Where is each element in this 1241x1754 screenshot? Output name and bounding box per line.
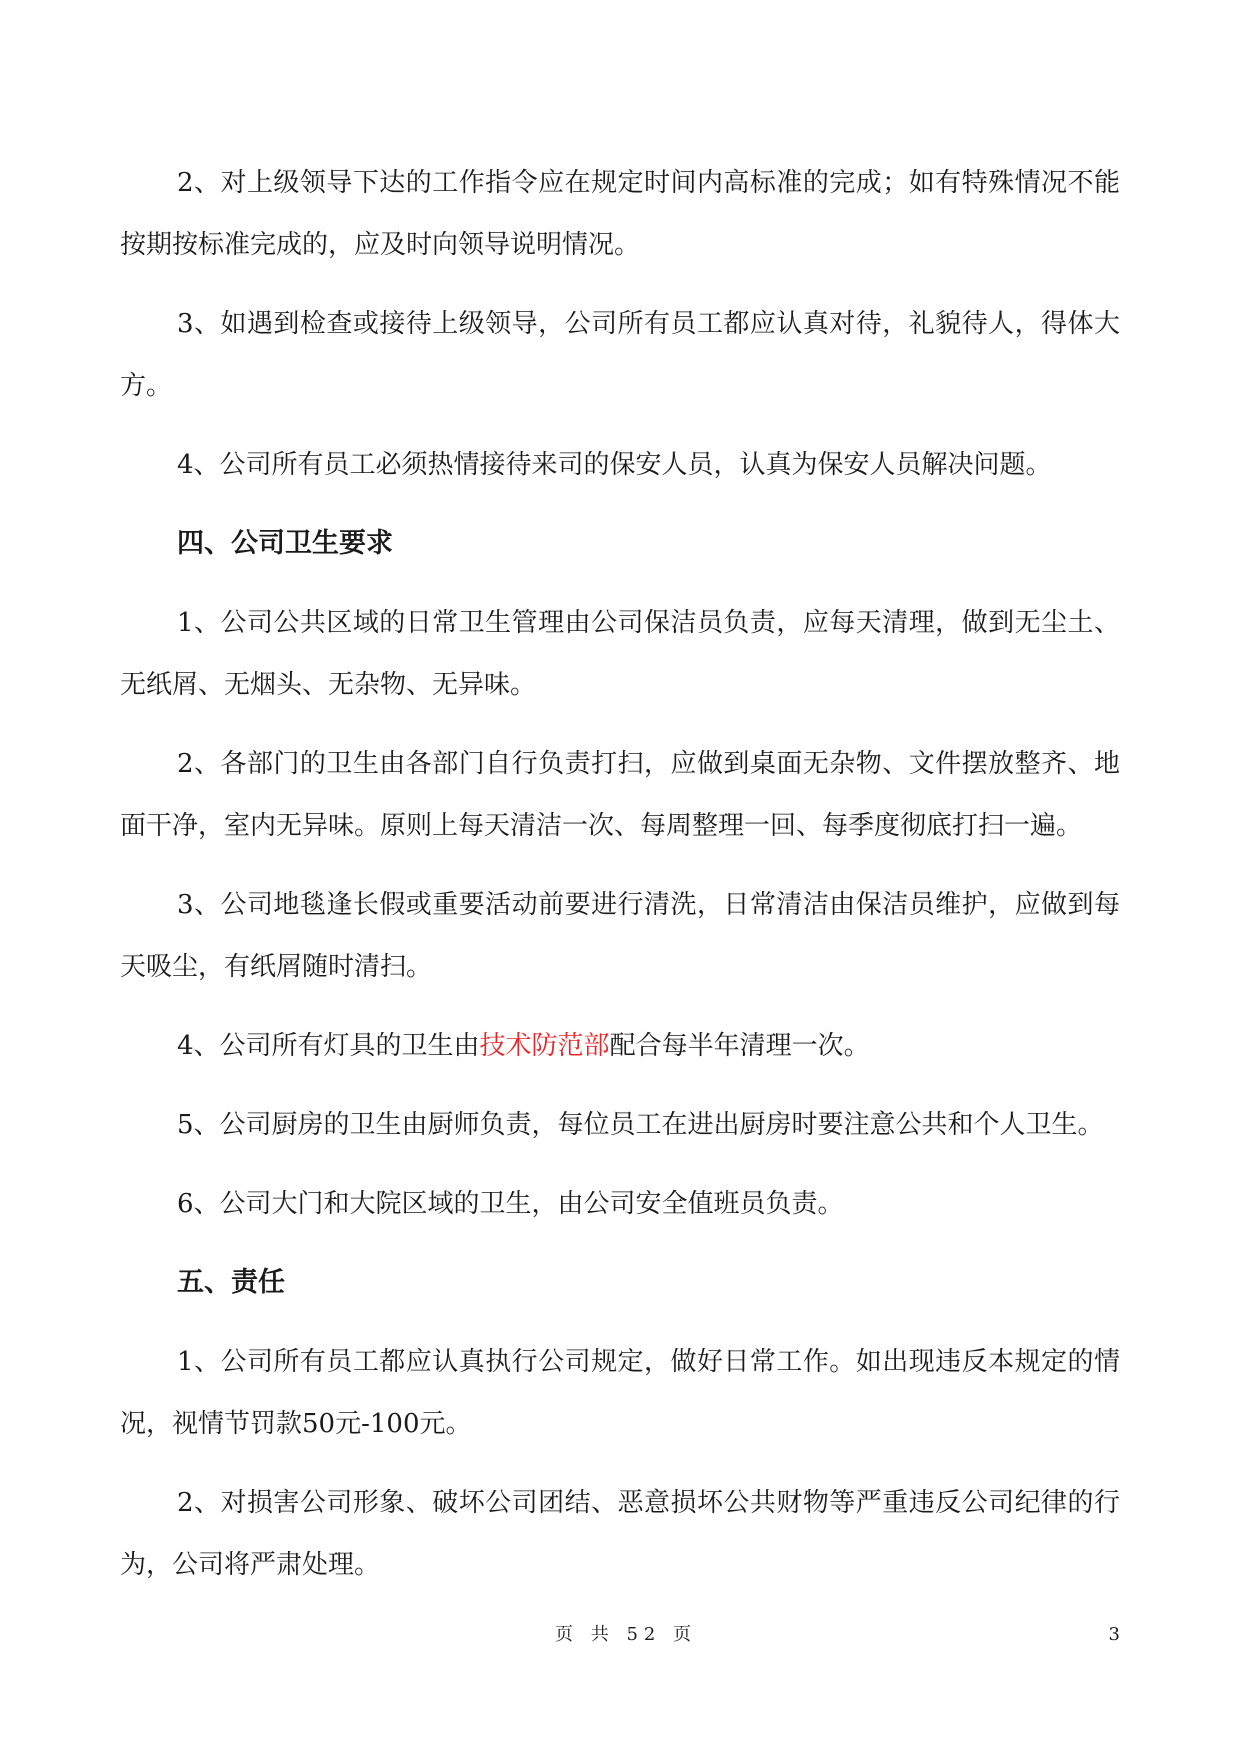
paragraph-kitchen-hygiene: 5、公司厨房的卫生由厨师负责，每位员工在进出厨房时要注意公共和个人卫生。 [177, 1110, 1104, 1140]
footer-page-number: 3 [1108, 1624, 1120, 1645]
paragraph-serious-violation: 2、对损害公司形象、破坏公司团结、恶意损坏公共财物等严重违反公司纪律的行为，公司将严肃处理。 [120, 1488, 1120, 1580]
paragraph-public-area-hygiene: 1、公司公共区域的日常卫生管理由公司保洁员负责，应每天清理，做到无尘土、无纸屑、无烟头、无杂物、无异味。 [120, 608, 1120, 700]
footer-page-count: 页 共 52 页 [555, 1624, 698, 1645]
paragraph-receive-leaders: 3、如遇到检查或接待上级领导，公司所有员工都应认真对待，礼貌待人，得体大方。 [120, 309, 1120, 401]
paragraph-work-instructions: 2、对上级领导下达的工作指令应在规定时间内高标准的完成；如有特殊情况不能按期按标准完成的，应及时向领导说明情况。 [120, 168, 1120, 260]
paragraph-carpet-cleaning: 3、公司地毯逢长假或重要活动前要进行清洗，日常清洁由保洁员维护，应做到每天吸尘，有纸屑随时清扫。 [120, 890, 1120, 982]
paragraph-lighting-hygiene [120, 1015, 1120, 1077]
paragraph-security-staff: 4、公司所有员工必须热情接待来司的保安人员，认真为保安人员解决问题。 [177, 450, 1052, 480]
lighting-text-after: 配合每半年清理一次。 [609, 1031, 870, 1061]
document-body [120, 152, 1120, 1613]
lighting-text-before: 4、公司所有灯具的卫生由 [177, 1031, 480, 1061]
paragraph-penalty: 1、公司所有员工都应认真执行公司规定，做好日常工作。如出现违反本规定的情况，视情节罚款50元-100元。 [120, 1347, 1120, 1439]
section-heading-responsibility: 五、责任 [177, 1267, 285, 1298]
page-footer [0, 1620, 1241, 1650]
paragraph-department-hygiene: 2、各部门的卫生由各部门自行负责打扫，应做到桌面无杂物、文件摆放整齐、地面干净，室内无异味。原则上每天清洁一次、每周整理一回、每季度彻底打扫一遍。 [120, 749, 1120, 841]
paragraph-gate-hygiene: 6、公司大门和大院区域的卫生，由公司安全值班员负责。 [177, 1189, 844, 1219]
section-heading-hygiene: 四、公司卫生要求 [177, 528, 393, 559]
highlighted-department: 技术防范部 [479, 1031, 610, 1061]
